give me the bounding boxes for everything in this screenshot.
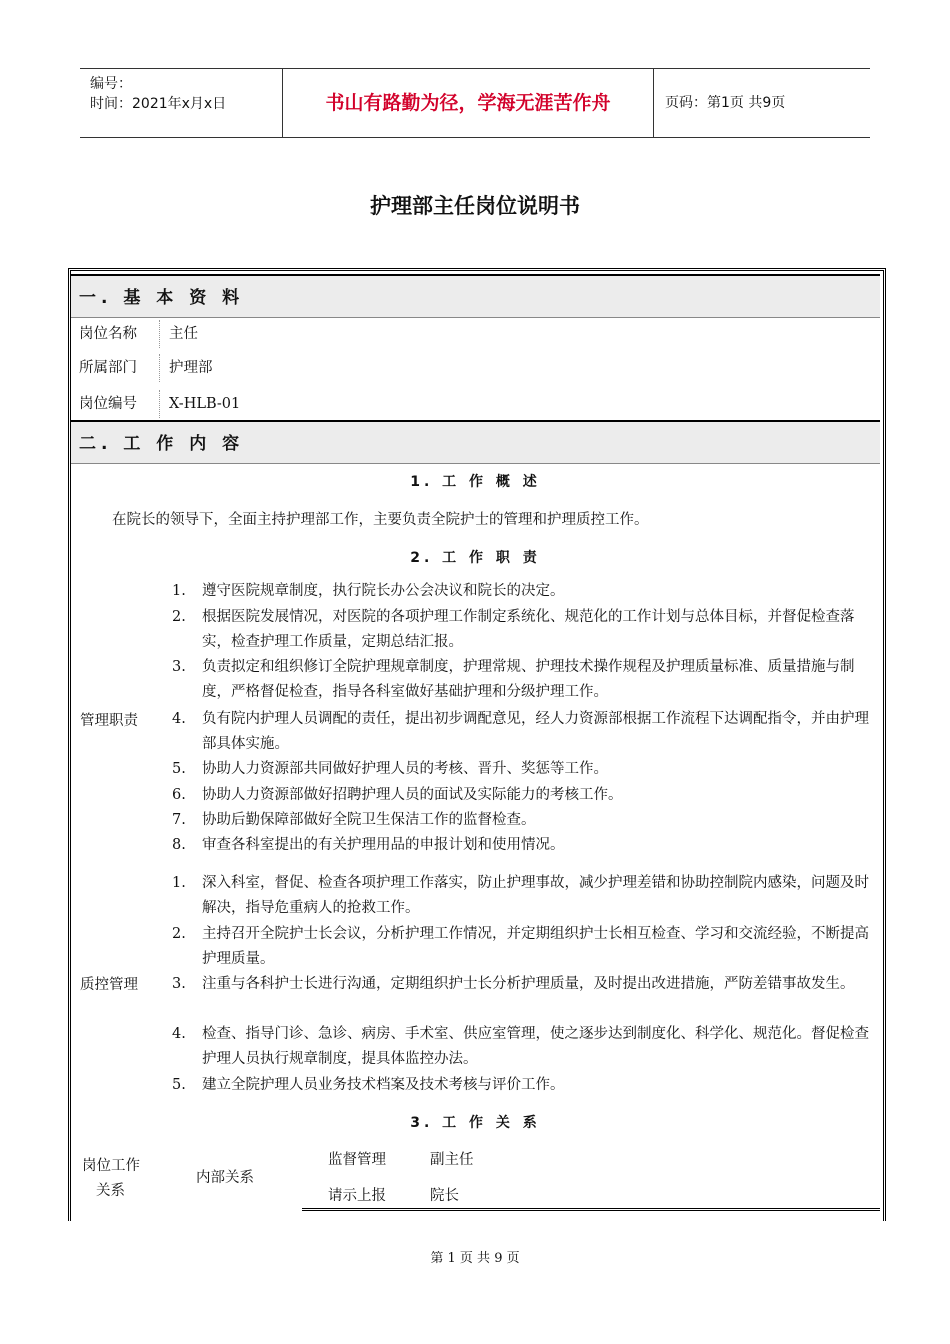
info-key: 岗位名称 [79, 326, 137, 342]
duties-title: 2. 工 作 职 责 [410, 550, 541, 566]
info-key: 所属部门 [79, 360, 137, 376]
section-basic-info-heading: 一. 基 本 资 料 [71, 274, 880, 318]
info-value: 护理部 [169, 360, 213, 376]
header-meta [80, 69, 283, 137]
page-footer: 第 1 页 共 9 页 [430, 1251, 520, 1266]
internal-label: 内部关系 [196, 1170, 254, 1186]
info-value: X-HLB-01 [169, 396, 241, 412]
relations-label: 岗位工作 [82, 1158, 140, 1174]
number-label: 编号： [90, 76, 132, 92]
header-motto: 书山有路勤为径，学海无涯苦作舟 [283, 69, 654, 137]
relations-label-2: 关系 [96, 1183, 125, 1199]
page-header [80, 68, 870, 138]
relation-type: 监督管理 [328, 1152, 386, 1168]
info-row [71, 386, 880, 422]
header-page: 页码：第1页 共9页 [665, 95, 786, 111]
info-row [71, 350, 880, 386]
document-title: 护理部主任岗位说明书 [370, 194, 580, 218]
date-label: 时间：2021年x月x日 [90, 96, 227, 112]
relation-target: 副主任 [430, 1152, 474, 1168]
relations-title: 3. 工 作 关 系 [410, 1115, 541, 1131]
overview-title: 1. 工 作 概 述 [410, 474, 541, 490]
overview-text: 在院长的领导下，全面主持护理部工作，主要负责全院护士的管理和护理质控工作。 [112, 512, 649, 528]
info-value: 主任 [169, 326, 198, 342]
section-work-content-heading: 二. 工 作 内 容 [71, 420, 880, 464]
relation-type: 请示上报 [328, 1188, 386, 1204]
relations-bottom-rule [302, 1208, 880, 1211]
relation-target: 院长 [430, 1188, 459, 1204]
info-row [71, 316, 880, 352]
info-key: 岗位编号 [79, 396, 137, 412]
mgmt-label: 管理职责 [80, 713, 138, 729]
qc-label: 质控管理 [80, 977, 138, 993]
